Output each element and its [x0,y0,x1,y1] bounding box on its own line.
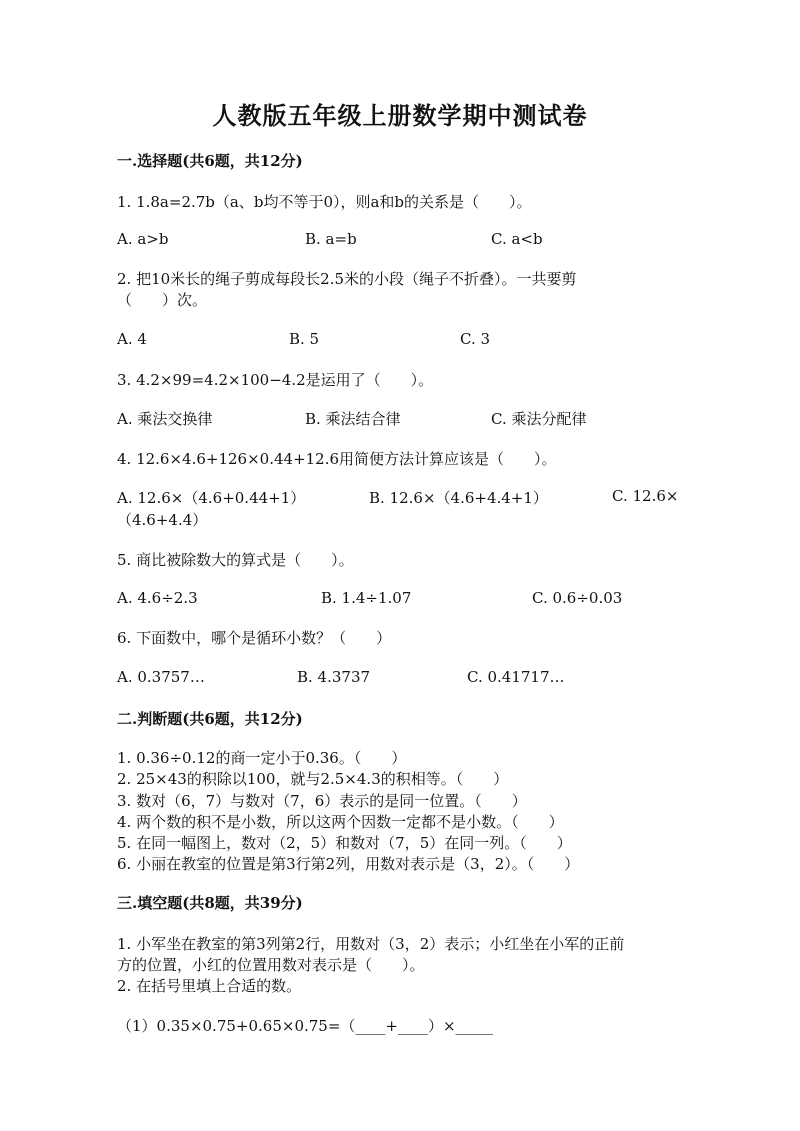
choice-q2-stem-line1: 2. 把10米长的绳子剪成每段长2.5米的小段（绳子不折叠）。一共要剪 [117,270,577,288]
judge-item: 6. 小丽在教室的位置是第3行第2列，用数对表示是（3，2）。（ ） [117,855,580,873]
choice-q6-option-c: C. 0.41717… [467,668,565,686]
fill-q1-line2: 方的位置，小红的位置用数对表示是（ ）。 [117,956,425,974]
choice-q1-stem: 1. 1.8a=2.7b（a、b均不等于0），则a和b的关系是（ ）。 [117,193,532,211]
choice-q2-option-a: A. 4 [117,330,147,348]
page-title: 人教版五年级上册数学期中测试卷 [212,101,588,130]
choice-q1-option-a: A. a>b [117,230,169,248]
choice-q3-option-a: A. 乘法交换律 [117,410,213,428]
judge-item: 1. 0.36÷0.12的商一定小于0.36。（ ） [117,749,407,767]
choice-q3-option-c: C. 乘法分配律 [491,410,587,428]
choice-q1-option-c: C. a<b [491,230,543,248]
section-heading-judge: 二.判断题(共6题，共12分) [117,710,303,728]
choice-q5-option-b: B. 1.4÷1.07 [321,589,412,607]
choice-q3-option-b: B. 乘法结合律 [305,410,401,428]
judge-item: 3. 数对（6，7）与数对（7，6）表示的是同一位置。（ ） [117,792,527,810]
choice-q2-stem-line2: （ ）次。 [117,291,208,309]
choice-q4-option-b: B. 12.6×（4.6+4.4+1） [369,489,548,507]
choice-q5-stem: 5. 商比被除数大的算式是（ ）。 [117,551,354,569]
choice-q4-option-c: C. 12.6× [612,487,679,505]
choice-q2-option-b: B. 5 [289,330,320,348]
choice-q4-option-a: A. 12.6×（4.6+0.44+1） [117,489,306,507]
choice-q6-option-b: B. 4.3737 [297,668,371,686]
fill-q2-stem: 2. 在括号里填上合适的数。 [117,977,302,995]
judge-item: 2. 25×43的积除以100，就与2.5×4.3的积相等。（ ） [117,770,509,788]
fill-q1-line1: 1. 小军坐在教室的第3列第2行，用数对（3，2）表示；小红坐在小军的正前 [117,935,625,953]
choice-q5-option-a: A. 4.6÷2.3 [117,589,198,607]
choice-q6-option-a: A. 0.3757… [117,668,205,686]
choice-q4-option-c-continued: （4.6+4.4） [117,511,208,529]
section-heading-fill: 三.填空题(共8题，共39分) [117,894,303,912]
choice-q2-option-c: C. 3 [460,330,491,348]
choice-q5-option-c: C. 0.6÷0.03 [532,589,623,607]
section-heading-choice: 一.选择题(共6题，共12分) [117,152,303,170]
judge-item: 5. 在同一幅图上，数对（2，5）和数对（7，5）在同一列。（ ） [117,834,572,852]
judge-item: 4. 两个数的积不是小数，所以这两个因数一定都不是小数。（ ） [117,813,564,831]
choice-q4-stem: 4. 12.6×4.6+126×0.44+12.6用简便方法计算应该是（ ）。 [117,450,557,468]
choice-q3-stem: 3. 4.2×99=4.2×100−4.2是运用了（ ）。 [117,371,434,389]
choice-q1-option-b: B. a=b [305,230,357,248]
choice-q6-stem: 6. 下面数中，哪个是循环小数？（ ） [117,629,392,647]
fill-q2-sub1: （1）0.35×0.75+0.65×0.75=（____+____）×_____ [117,1017,494,1035]
